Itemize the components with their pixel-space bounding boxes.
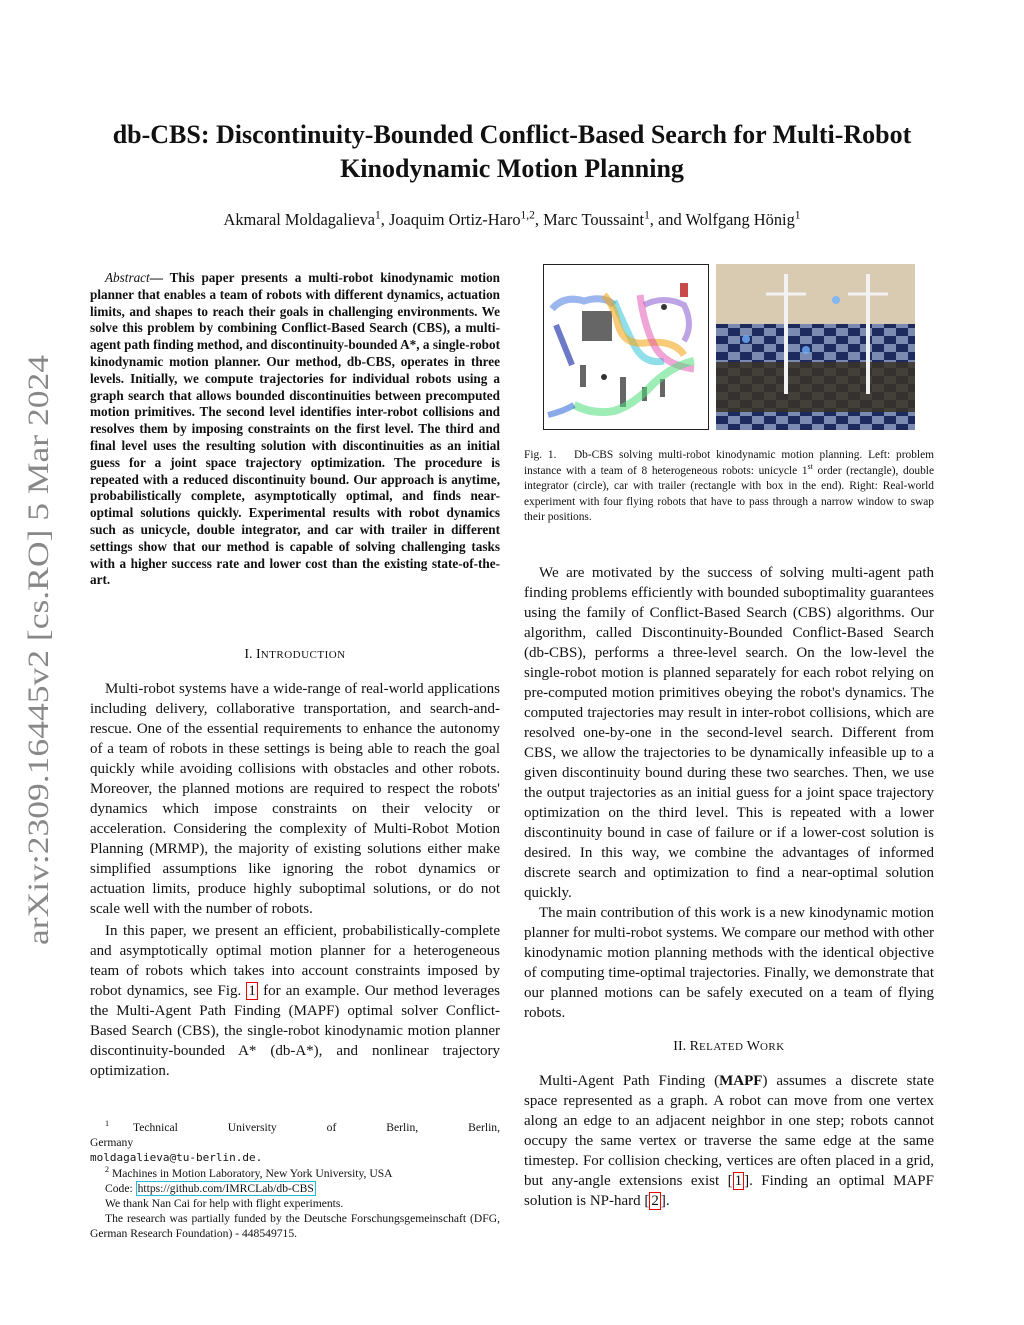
author-3: Marc Toussaint <box>543 210 645 229</box>
trajectory-navy <box>556 325 572 365</box>
arxiv-id: arXiv:2309.16445v2 [cs.RO] 5 Mar 2024 <box>22 446 55 945</box>
arxiv-stamp-svg <box>14 345 62 945</box>
trajectory-blue-2 <box>548 405 574 415</box>
figure-1-planning-instance <box>543 264 709 430</box>
trajectory-green <box>574 361 694 412</box>
footnote-code: Code: https://github.com/IMRCLab/db-CBS <box>105 1181 314 1195</box>
code-url-link[interactable]: https://github.com/IMRCLab/db-CBS <box>137 1181 314 1195</box>
robot-marker <box>742 335 750 343</box>
caption-label: Fig. 1. <box>524 449 557 461</box>
title-line-1: db-CBS: Discontinuity-Bounded Conflict-Based Search for Multi-Robot <box>112 120 912 149</box>
section-heading-related-work: II. RELATED WORK <box>673 1039 785 1054</box>
abstract-text: — This paper presents a multi-robot kinodynamic motion planner that enables a team of robots with different dynamics, actuation limits, and shapes to reach their goals in challenging environments. We solve this problem by combining Conflict-Based Search (CBS), a multi-agent path finding method, and discontinuity-bounded A*, a single-robot kinodynamic motion planner. Our method, db-CBS, operates in three levels. Initially, we compute trajectories for individual robots using a graph search that allows bounded discontinuities between precomputed motion primitives. The second level identifies inter-robot collisions and resolves them by imposing constraints on the first level. The third and final level uses the resulting solution with discontinuities as an initial guess for a joint space trajectory optimization. The procedure is repeated with a reduced discontinuity bound. Our approach is anytime, probabilistically complete, asymptotically optimal, and finds near-optimal solutions quickly. Experimental results with robot dynamics such as unicycle, double integrator, and car with trailer in different settings show that our method is capable of solving challenging tasks with a higher success rate and lower cost than the existing state-of-the-art. <box>90 270 500 588</box>
author-4: and Wolfgang Hönig <box>658 210 795 229</box>
footnote-thanks: We thank Nan Cai for help with flight experiments. <box>105 1197 344 1211</box>
planning-instance-diagram <box>544 265 708 429</box>
citation-1-link[interactable]: 1 <box>734 1173 743 1189</box>
stand-pole <box>784 274 788 394</box>
author-3-affil: 1 <box>644 209 650 222</box>
wall <box>716 264 915 334</box>
robot-marker <box>802 346 810 354</box>
abstract-label: Abstract <box>105 270 150 285</box>
figure-1-caption: Fig. 1. Db-CBS solving multi-robot kinodynamic motion planning. Left: problem instance with a team of 8 heterogeneous robots: unicycle 1st order (rectangle), double integrator (circle), car with trailer (rectangle with box in the end). Right: Real-world experiment with four flying robots that have to pass through a narrow window to swap their positions. <box>524 449 935 524</box>
citation-2-link[interactable]: 2 <box>651 1193 659 1209</box>
obstacle <box>582 311 612 341</box>
net-barrier <box>716 362 915 412</box>
arxiv-stamp <box>14 345 62 945</box>
author-2: Joaquim Ortiz-Haro <box>388 210 521 229</box>
footnote-1: $^1$ Technical University of Berlin, Berlin, Germany <box>90 1119 501 1150</box>
abstract <box>90 270 500 589</box>
author-2-affil: 1,2 <box>520 209 535 222</box>
footnote-2: $^2$ Machines in Motion Laboratory, New York University, USA <box>105 1164 393 1180</box>
footnote-email: moldagalieva@tu-berlin.de. <box>90 1151 263 1165</box>
author-1: Akmaral Moldagalieva <box>223 210 376 229</box>
section-heading-introduction: I. INTRODUCTION <box>244 647 346 662</box>
author-1-affil: 1 <box>375 209 381 222</box>
paper-title <box>80 118 944 186</box>
intro-paragraph-2: In this paper, we present an efficient, probabilistically-complete and asymptotically optimal motion planner for a heterogeneous team of robots which takes into account constraints imposed by robot dynamics, see Fig. 1 for an example. Our method leverages the Multi-Agent Path Finding (MAPF) optimal solver Conflict-Based Search (CBS), the single-robot kinodynamic motion planner discontinuity-bounded A* (db-A*), and nonlinear trajectory optimization. <box>90 923 500 1079</box>
title-line-2: Kinodynamic Motion Planning <box>340 154 684 183</box>
obstacle <box>580 365 586 387</box>
motivation-paragraph: We are motivated by the success of solving multi-agent path finding problems efficiently with bounded suboptimality guarantees using the family of Conflict-Based Search (CBS) algorithms. Our algorithm, called Discontinuity-Bounded Conflict-Based Search (db-CBS), performs a three-level search. On the low-level the single-robot motion is planned separately for each robot relying on pre-computed motion primitives obeying the robot's dynamics. The computed trajectories may result in inter-robot collisions, which are resolved one-by-one in the second-level search. Different from CBS, we allow the trajectories to be dynamically infeasible up to a given discontinuity bound during these two searches. Then, we use the output trajectories as an initial guess for a joint space trajectory optimization on the third level. This is repeated with a lower discontinuity bound in case of failure or if a lower-cost solution is desired. In this way, we combine the advantages of informed discrete search and optimization to find a near-optimal solution quickly. <box>524 565 934 901</box>
author-4-affil: 1 <box>794 209 801 222</box>
author-list: Akmaral Moldagalieva$^1$, Joaquim Ortiz-Haro$^{1,2}$, Marc Toussaint$^1$, and Wolfgang Hönig$^1$ <box>223 209 801 229</box>
real-world-photo-scene <box>716 264 915 430</box>
stand-pole <box>866 274 870 394</box>
robot-marker <box>661 304 667 310</box>
robot-marker <box>601 374 607 380</box>
intro-paragraph-1: Multi-robot systems have a wide-range of real-world applications including delivery, collaborative transportation, and search-and-rescue. One of the essential requirements to enhance the autonomy of a team of robots in these settings is being able to reach the goal quickly while avoiding collisions with obstacles and other robots. Moreover, the planned motions are required to respect the robots' dynamics which impose constraints on their velocity or acceleration. Considering the complexity of Multi-Robot Motion Planning (MRMP), the majority of existing solutions either make simplified assumptions like ignoring the robot dynamics or actuation limits, produce highly suboptimal solutions, or do not scale well with the number of robots. <box>90 681 500 917</box>
footnote-funding: The research was partially funded by the Deutsche Forschungsgemeinschaft (DFG, German Research Foundation) - 448549715. <box>90 1212 500 1241</box>
figure-1-real-world-photo <box>716 264 915 430</box>
robot-marker <box>832 296 840 304</box>
right-column <box>524 563 934 1211</box>
footnotes <box>90 1120 500 1242</box>
related-work-paragraph: Multi-Agent Path Finding (MAPF) assumes a discrete state space represented as a graph. A robot can move from one vertex along an edge to an adjacent neighbor in one step; robots cannot occupy the same vertex or traverse the same edge at the same timestep. For collision checking, vertices are often placed in a grid, but any-angle extensions exist [ 1 ]. Finding an optimal MAPF solution is NP-hard [ 2 ]. <box>524 1073 934 1209</box>
introduction-section <box>90 645 500 1081</box>
contribution-paragraph: The main contribution of this work is a new kinodynamic motion planner for multi-robot systems. We compare our method with other kinodynamic motion planning methods with the identical objective of computing time-optimal trajectories. Finally, we demonstrate that our planned motions can be safely executed on a team of flying robots. <box>524 905 934 1021</box>
figure-1-link[interactable]: 1 <box>248 983 256 999</box>
robot-red <box>680 283 688 297</box>
